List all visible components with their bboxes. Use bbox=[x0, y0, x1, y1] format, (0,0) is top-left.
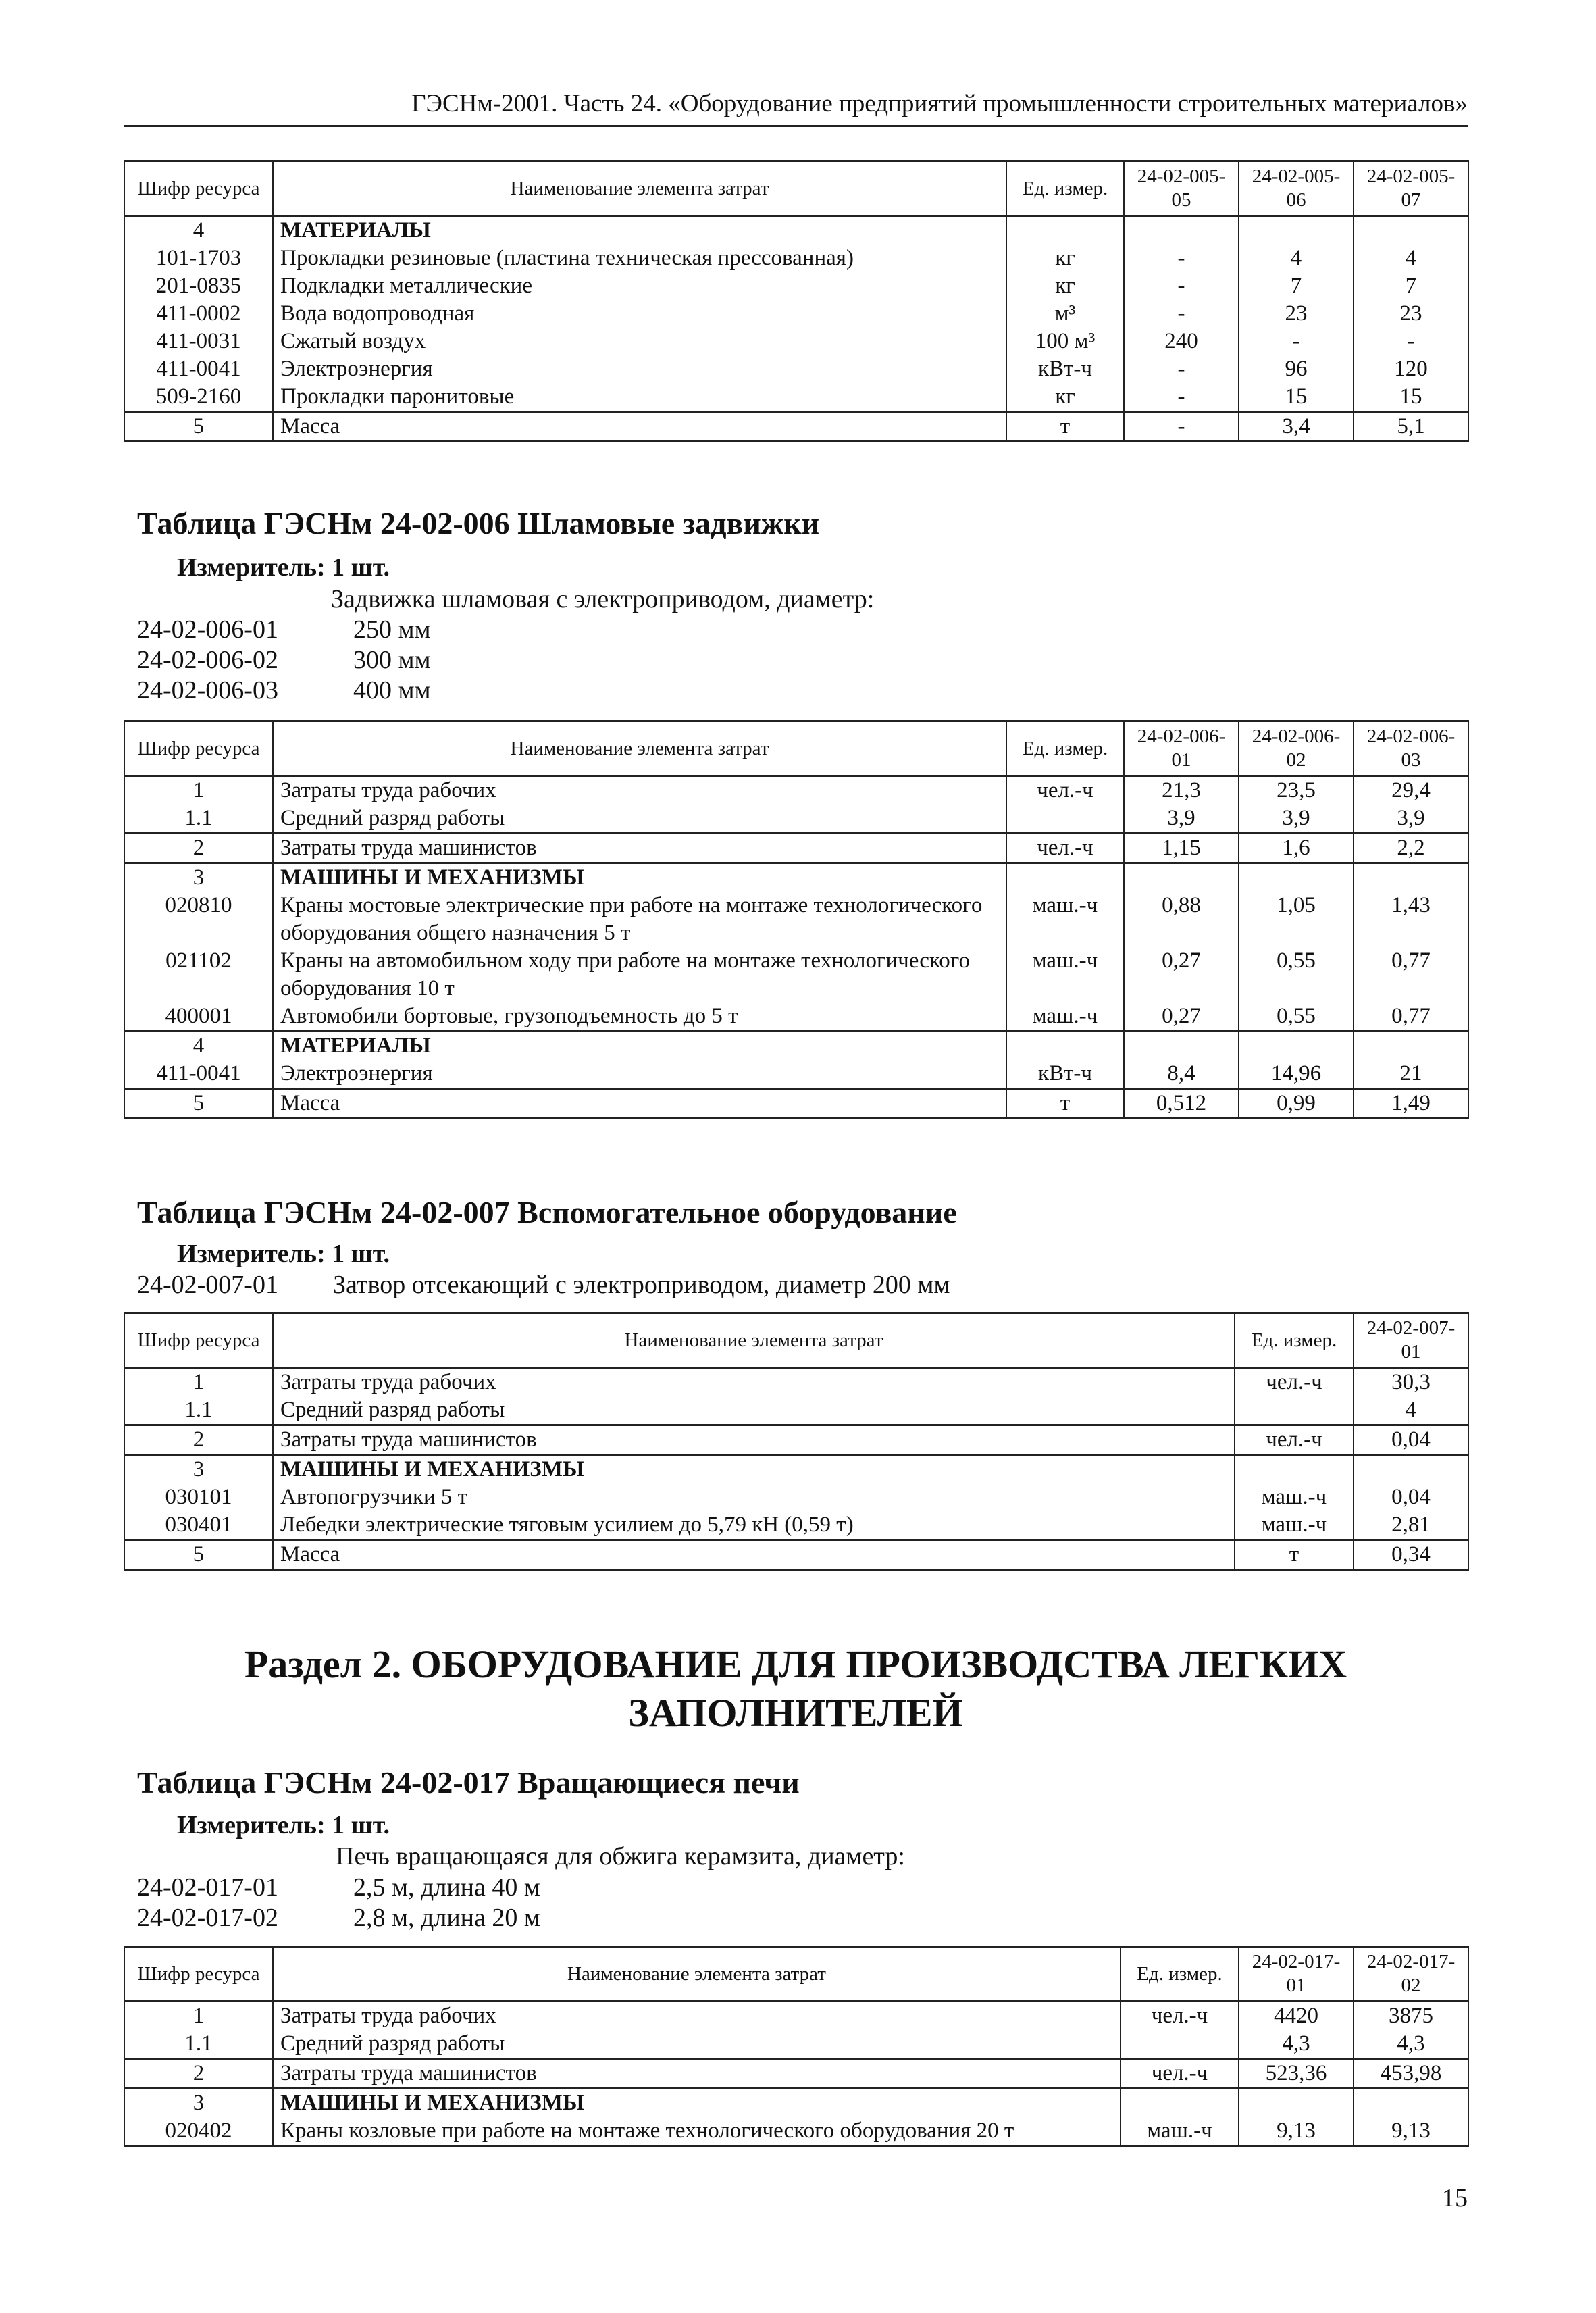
table-row bbox=[124, 2059, 1468, 2089]
cell-code: 411-0002 bbox=[124, 300, 273, 328]
cell-value: 1,43 bbox=[1354, 892, 1468, 947]
cell-value: - bbox=[1124, 412, 1239, 442]
cell-name: Масса bbox=[273, 1540, 1235, 1570]
cell-value: 0,88 bbox=[1124, 892, 1239, 947]
cell-unit: маш.-ч bbox=[1006, 892, 1124, 947]
cell-value: - bbox=[1124, 245, 1239, 272]
cell-value: 3,9 bbox=[1354, 805, 1468, 834]
cell-name: МАТЕРИАЛЫ bbox=[273, 216, 1006, 245]
cell-code: 411-0041 bbox=[124, 1060, 273, 1089]
cell-unit bbox=[1235, 1455, 1354, 1484]
cell-value bbox=[1239, 2089, 1354, 2118]
table-header-row bbox=[124, 1947, 1468, 2002]
column-header-code: Шифр ресурса bbox=[124, 1947, 273, 2002]
cell-value: 5,1 bbox=[1354, 412, 1468, 442]
cell-value: 2,81 bbox=[1354, 1511, 1468, 1540]
cell-name: Затраты труда машинистов bbox=[273, 834, 1006, 863]
running-header: ГЭСНм-2001. Часть 24. «Оборудование предприятий промышленности строительных материалов» bbox=[124, 89, 1468, 127]
cell-value: 1,15 bbox=[1124, 834, 1239, 863]
column-header-name: Наименование элемента затрат bbox=[273, 161, 1006, 216]
item-line bbox=[137, 676, 431, 705]
cell-unit: кг bbox=[1006, 245, 1124, 272]
column-header-unit: Ед. измер. bbox=[1121, 1947, 1239, 2002]
item-code: 24-02-006-02 bbox=[137, 646, 278, 674]
table-row bbox=[124, 805, 1468, 834]
cell-code: 1 bbox=[124, 1368, 273, 1397]
cell-name: Прокладки резиновые (пластина техническая прессованная) bbox=[273, 245, 1006, 272]
table-row bbox=[124, 2117, 1468, 2146]
cell-value: 4 bbox=[1239, 245, 1354, 272]
cell-value: 453,98 bbox=[1354, 2059, 1468, 2089]
cell-name: Краны мостовые электрические при работе на монтаже технологического оборудования общего назначения 5 т bbox=[273, 892, 1006, 947]
table-row bbox=[124, 1089, 1468, 1119]
cell-name: Электроэнергия bbox=[273, 355, 1006, 383]
table-header-row bbox=[124, 1313, 1468, 1368]
cell-value: 4 bbox=[1354, 245, 1468, 272]
column-header-value: 24-02-017-01 bbox=[1239, 1947, 1354, 2002]
cell-value: 7 bbox=[1354, 272, 1468, 300]
cell-value: 0,04 bbox=[1354, 1483, 1468, 1511]
cell-code: 5 bbox=[124, 412, 273, 442]
cell-name: Масса bbox=[273, 412, 1006, 442]
cell-name: Затраты труда рабочих bbox=[273, 2002, 1121, 2031]
cell-code: 3 bbox=[124, 1455, 273, 1484]
cell-value: 15 bbox=[1239, 383, 1354, 412]
table-row bbox=[124, 272, 1468, 300]
cell-code: 2 bbox=[124, 2059, 273, 2089]
column-header-value: 24-02-006-01 bbox=[1124, 721, 1239, 776]
column-header-code: Шифр ресурса bbox=[124, 161, 273, 216]
cell-unit: кг bbox=[1006, 383, 1124, 412]
section-heading-line: Раздел 2. ОБОРУДОВАНИЕ ДЛЯ ПРОИЗВОДСТВА ЛЕГКИХ bbox=[244, 1642, 1347, 1686]
table-row bbox=[124, 1060, 1468, 1089]
table-row bbox=[124, 383, 1468, 412]
item-code: 24-02-006-01 bbox=[137, 615, 278, 644]
cell-name: Затраты труда машинистов bbox=[273, 1425, 1235, 1455]
cell-value: - bbox=[1124, 300, 1239, 328]
cell-name: Лебедки электрические тяговым усилием до 5,79 кН (0,59 т) bbox=[273, 1511, 1235, 1540]
cell-value: 4,3 bbox=[1239, 2030, 1354, 2059]
cell-unit bbox=[1235, 1396, 1354, 1425]
table-row bbox=[124, 1540, 1468, 1570]
cell-name: Автомобили бортовые, грузоподъемность до 5 т bbox=[273, 1002, 1006, 1032]
table-24-02-007 bbox=[124, 1312, 1469, 1571]
cell-name: Средний разряд работы bbox=[273, 805, 1006, 834]
table-row bbox=[124, 1483, 1468, 1511]
cell-code: 030101 bbox=[124, 1483, 273, 1511]
item-line bbox=[137, 615, 431, 644]
cell-unit: чел.-ч bbox=[1121, 2002, 1239, 2031]
item-text: 400 мм bbox=[353, 676, 431, 705]
cell-value bbox=[1124, 216, 1239, 245]
item-code: 24-02-017-02 bbox=[137, 1904, 278, 1932]
table-row bbox=[124, 2002, 1468, 2031]
table-row bbox=[124, 216, 1468, 245]
cell-code: 020402 bbox=[124, 2117, 273, 2146]
column-header-value: 24-02-006-03 bbox=[1354, 721, 1468, 776]
cell-value bbox=[1239, 1032, 1354, 1061]
cell-value: 1,49 bbox=[1354, 1089, 1468, 1119]
cell-unit bbox=[1006, 1032, 1124, 1061]
column-header-name: Наименование элемента затрат bbox=[273, 1947, 1121, 2002]
cell-value: 1,6 bbox=[1239, 834, 1354, 863]
cell-code: 020810 bbox=[124, 892, 273, 947]
cell-code: 1.1 bbox=[124, 805, 273, 834]
table-row bbox=[124, 863, 1468, 892]
table-header-row bbox=[124, 721, 1468, 776]
column-header-name: Наименование элемента затрат bbox=[273, 721, 1006, 776]
cell-value: 3,4 bbox=[1239, 412, 1354, 442]
cell-value: 21,3 bbox=[1124, 776, 1239, 805]
cell-unit: кВт-ч bbox=[1006, 1060, 1124, 1089]
table-row bbox=[124, 1002, 1468, 1032]
cell-unit: маш.-ч bbox=[1006, 1002, 1124, 1032]
cell-code: 411-0031 bbox=[124, 328, 273, 355]
cell-value: 120 bbox=[1354, 355, 1468, 383]
measure-label: Измеритель: 1 шт. bbox=[177, 1811, 390, 1839]
item-line bbox=[137, 645, 431, 675]
cell-unit: кг bbox=[1006, 272, 1124, 300]
cell-unit: кВт-ч bbox=[1006, 355, 1124, 383]
cell-unit: чел.-ч bbox=[1235, 1368, 1354, 1397]
cell-code: 030401 bbox=[124, 1511, 273, 1540]
column-header-unit: Ед. измер. bbox=[1006, 161, 1124, 216]
table-row bbox=[124, 947, 1468, 1002]
cell-code: 3 bbox=[124, 2089, 273, 2118]
column-header-value: 24-02-017-02 bbox=[1354, 1947, 1468, 2002]
column-header-value: 24-02-005-06 bbox=[1239, 161, 1354, 216]
cell-unit: т bbox=[1006, 412, 1124, 442]
cell-value: 523,36 bbox=[1239, 2059, 1354, 2089]
table-row bbox=[124, 2030, 1468, 2059]
cell-value: - bbox=[1124, 383, 1239, 412]
cell-unit bbox=[1121, 2030, 1239, 2059]
cell-name: Вода водопроводная bbox=[273, 300, 1006, 328]
cell-code: 1 bbox=[124, 776, 273, 805]
cell-value: 0,77 bbox=[1354, 947, 1468, 1002]
column-header-value: 24-02-007-01 bbox=[1354, 1313, 1468, 1368]
cell-name: Подкладки металлические bbox=[273, 272, 1006, 300]
cell-unit: чел.-ч bbox=[1121, 2059, 1239, 2089]
cell-name: Краны на автомобильном ходу при работе на монтаже технологического оборудования 10 т bbox=[273, 947, 1006, 1002]
cell-value: 4420 bbox=[1239, 2002, 1354, 2031]
cell-value: 2,2 bbox=[1354, 834, 1468, 863]
cell-value bbox=[1354, 1455, 1468, 1484]
cell-unit bbox=[1006, 216, 1124, 245]
table-row bbox=[124, 776, 1468, 805]
cell-code: 1.1 bbox=[124, 2030, 273, 2059]
cell-value bbox=[1354, 2089, 1468, 2118]
cell-name: Затраты труда рабочих bbox=[273, 1368, 1235, 1397]
cell-value: 3,9 bbox=[1124, 805, 1239, 834]
cell-unit: м³ bbox=[1006, 300, 1124, 328]
column-header-value: 24-02-005-07 bbox=[1354, 161, 1468, 216]
cell-name: Средний разряд работы bbox=[273, 2030, 1121, 2059]
column-header-value: 24-02-005-05 bbox=[1124, 161, 1239, 216]
item-code: 24-02-007-01 bbox=[137, 1271, 278, 1299]
table-row bbox=[124, 412, 1468, 442]
cell-name: Масса bbox=[273, 1089, 1006, 1119]
cell-value: 0,77 bbox=[1354, 1002, 1468, 1032]
table-row bbox=[124, 300, 1468, 328]
cell-code: 411-0041 bbox=[124, 355, 273, 383]
section-heading bbox=[124, 1640, 1468, 1737]
cell-unit bbox=[1006, 863, 1124, 892]
cell-unit: чел.-ч bbox=[1006, 834, 1124, 863]
column-header-unit: Ед. измер. bbox=[1006, 721, 1124, 776]
table-24-02-017 bbox=[124, 1946, 1469, 2147]
cell-value: 30,3 bbox=[1354, 1368, 1468, 1397]
cell-code: 4 bbox=[124, 216, 273, 245]
cell-code: 1.1 bbox=[124, 1396, 273, 1425]
table-title: Таблица ГЭСНм 24-02-007 Вспомогательное оборудование bbox=[137, 1195, 957, 1229]
cell-name: Электроэнергия bbox=[273, 1060, 1006, 1089]
item-line bbox=[137, 1270, 950, 1300]
cell-name: Сжатый воздух bbox=[273, 328, 1006, 355]
cell-value: 1,05 bbox=[1239, 892, 1354, 947]
cell-code: 101-1703 bbox=[124, 245, 273, 272]
cell-unit bbox=[1006, 805, 1124, 834]
table-row bbox=[124, 355, 1468, 383]
cell-value: 0,27 bbox=[1124, 1002, 1239, 1032]
cell-code: 3 bbox=[124, 863, 273, 892]
column-header-name: Наименование элемента затрат bbox=[273, 1313, 1235, 1368]
cell-value: 7 bbox=[1239, 272, 1354, 300]
cell-value: 23 bbox=[1354, 300, 1468, 328]
cell-unit: 100 м³ bbox=[1006, 328, 1124, 355]
table-row bbox=[124, 245, 1468, 272]
cell-unit: т bbox=[1006, 1089, 1124, 1119]
cell-value: 14,96 bbox=[1239, 1060, 1354, 1089]
cell-unit bbox=[1121, 2089, 1239, 2118]
cell-value bbox=[1354, 863, 1468, 892]
table-row bbox=[124, 1455, 1468, 1484]
cell-unit: маш.-ч bbox=[1006, 947, 1124, 1002]
table-row bbox=[124, 1425, 1468, 1455]
cell-value: 4,3 bbox=[1354, 2030, 1468, 2059]
cell-code: 021102 bbox=[124, 947, 273, 1002]
item-text: 2,8 м, длина 20 м bbox=[353, 1904, 540, 1932]
cell-value: 15 bbox=[1354, 383, 1468, 412]
cell-code: 509-2160 bbox=[124, 383, 273, 412]
table-row bbox=[124, 892, 1468, 947]
cell-value: - bbox=[1124, 355, 1239, 383]
cell-name: МАШИНЫ И МЕХАНИЗМЫ bbox=[273, 1455, 1235, 1484]
table-intro: Печь вращающаяся для обжига керамзита, диаметр: bbox=[336, 1842, 905, 1871]
cell-name: Затраты труда рабочих bbox=[273, 776, 1006, 805]
cell-code: 5 bbox=[124, 1540, 273, 1570]
cell-value: 21 bbox=[1354, 1060, 1468, 1089]
cell-value: 240 bbox=[1124, 328, 1239, 355]
table-row bbox=[124, 2089, 1468, 2118]
cell-value bbox=[1354, 1032, 1468, 1061]
cell-value: 29,4 bbox=[1354, 776, 1468, 805]
cell-code: 2 bbox=[124, 1425, 273, 1455]
cell-name: Средний разряд работы bbox=[273, 1396, 1235, 1425]
cell-value: 9,13 bbox=[1354, 2117, 1468, 2146]
cell-value: 0,512 bbox=[1124, 1089, 1239, 1119]
measure-label: Измеритель: 1 шт. bbox=[177, 553, 390, 582]
table-header-row bbox=[124, 161, 1468, 216]
cell-value bbox=[1354, 216, 1468, 245]
cell-value: 0,04 bbox=[1354, 1425, 1468, 1455]
cell-value: 0,34 bbox=[1354, 1540, 1468, 1570]
cell-value: 3,9 bbox=[1239, 805, 1354, 834]
cell-value bbox=[1124, 863, 1239, 892]
column-header-unit: Ед. измер. bbox=[1235, 1313, 1354, 1368]
table-title: Таблица ГЭСНм 24-02-006 Шламовые задвижки bbox=[137, 506, 820, 540]
table-row bbox=[124, 1396, 1468, 1425]
cell-name: МАШИНЫ И МЕХАНИЗМЫ bbox=[273, 2089, 1121, 2118]
table-row bbox=[124, 834, 1468, 863]
cell-code: 5 bbox=[124, 1089, 273, 1119]
cell-name: МАТЕРИАЛЫ bbox=[273, 1032, 1006, 1061]
cell-value bbox=[1124, 1032, 1239, 1061]
cell-code: 2 bbox=[124, 834, 273, 863]
cell-name: Автопогрузчики 5 т bbox=[273, 1483, 1235, 1511]
item-code: 24-02-017-01 bbox=[137, 1873, 278, 1902]
item-code: 24-02-006-03 bbox=[137, 676, 278, 705]
cell-code: 201-0835 bbox=[124, 272, 273, 300]
table-row bbox=[124, 1511, 1468, 1540]
section-heading-line: ЗАПОЛНИТЕЛЕЙ bbox=[628, 1691, 963, 1735]
cell-unit: т bbox=[1235, 1540, 1354, 1570]
cell-name: МАШИНЫ И МЕХАНИЗМЫ bbox=[273, 863, 1006, 892]
column-header-value: 24-02-006-02 bbox=[1239, 721, 1354, 776]
cell-value: - bbox=[1124, 272, 1239, 300]
cell-unit: чел.-ч bbox=[1006, 776, 1124, 805]
column-header-code: Шифр ресурса bbox=[124, 1313, 273, 1368]
item-text: 300 мм bbox=[353, 646, 431, 674]
cell-value: 8,4 bbox=[1124, 1060, 1239, 1089]
cell-unit: маш.-ч bbox=[1235, 1483, 1354, 1511]
cell-unit: чел.-ч bbox=[1235, 1425, 1354, 1455]
table-row bbox=[124, 1368, 1468, 1397]
cell-value: 0,99 bbox=[1239, 1089, 1354, 1119]
cell-value: 0,27 bbox=[1124, 947, 1239, 1002]
table-24-02-006 bbox=[124, 720, 1469, 1119]
cell-value: 4 bbox=[1354, 1396, 1468, 1425]
cell-value: 23 bbox=[1239, 300, 1354, 328]
cell-value bbox=[1239, 863, 1354, 892]
cell-name: Затраты труда машинистов bbox=[273, 2059, 1121, 2089]
cell-value bbox=[1239, 216, 1354, 245]
table-title: Таблица ГЭСНм 24-02-017 Вращающиеся печи bbox=[137, 1765, 800, 1800]
cell-code: 400001 bbox=[124, 1002, 273, 1032]
cell-unit: маш.-ч bbox=[1235, 1511, 1354, 1540]
cell-value: 0,55 bbox=[1239, 1002, 1354, 1032]
item-line bbox=[137, 1903, 540, 1933]
cell-value: 96 bbox=[1239, 355, 1354, 383]
table-row bbox=[124, 1032, 1468, 1061]
cell-value: 9,13 bbox=[1239, 2117, 1354, 2146]
cell-code: 1 bbox=[124, 2002, 273, 2031]
cell-value: 23,5 bbox=[1239, 776, 1354, 805]
column-header-code: Шифр ресурса bbox=[124, 721, 273, 776]
cell-value: - bbox=[1239, 328, 1354, 355]
page-number: 15 bbox=[1442, 2184, 1468, 2212]
measure-label: Измеритель: 1 шт. bbox=[177, 1240, 390, 1268]
cell-value: - bbox=[1354, 328, 1468, 355]
cell-value: 0,55 bbox=[1239, 947, 1354, 1002]
item-text: 2,5 м, длина 40 м bbox=[353, 1873, 540, 1902]
cell-code: 4 bbox=[124, 1032, 273, 1061]
table-intro: Задвижка шламовая с электроприводом, диаметр: bbox=[331, 585, 875, 613]
table-row bbox=[124, 328, 1468, 355]
cell-name: Краны козловые при работе на монтаже технологического оборудования 20 т bbox=[273, 2117, 1121, 2146]
cell-name: Прокладки паронитовые bbox=[273, 383, 1006, 412]
cell-unit: маш.-ч bbox=[1121, 2117, 1239, 2146]
cell-value: 3875 bbox=[1354, 2002, 1468, 2031]
item-text: Затвор отсекающий с электроприводом, диаметр 200 мм bbox=[333, 1271, 950, 1299]
item-line bbox=[137, 1873, 540, 1902]
table-24-02-005 bbox=[124, 160, 1469, 442]
item-text: 250 мм bbox=[353, 615, 431, 644]
